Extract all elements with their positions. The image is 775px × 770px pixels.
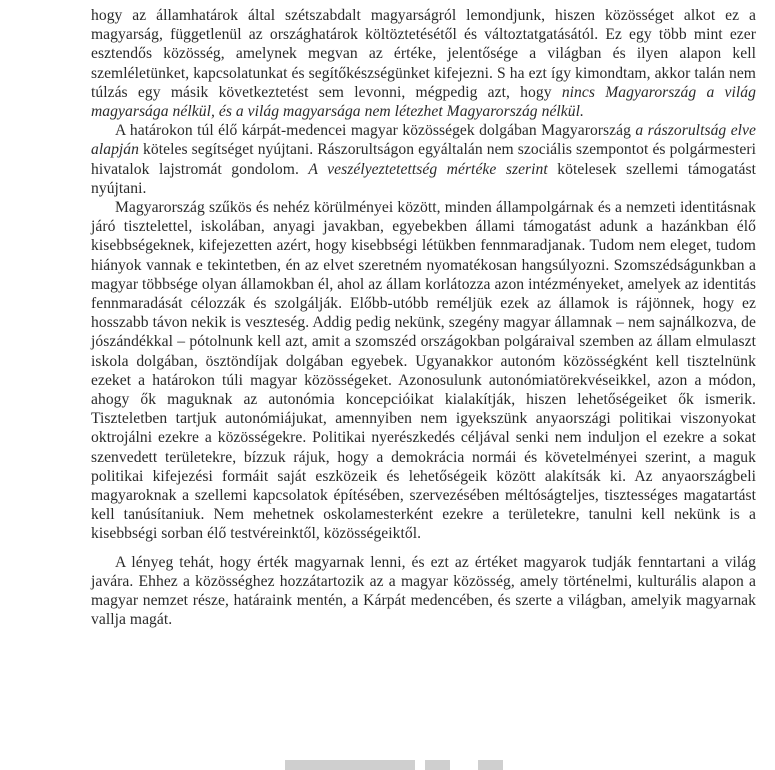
paragraph-2-text-b: köteles segítséget nyújtani. Rászorultságon egyáltalán nem szociális szempontot és polgármesteri hivatalok lajstromát gondolom. [91, 141, 756, 178]
bottom-edge-mark [478, 760, 503, 770]
paragraph-4-text: A lényeg tehát, hogy érték magyarnak lenni, és ezt az értéket magyarok tudják fenntartani a világ javára. Ehhez a közösséghez hozzátartozik az a magyar közösség, amely történelmi, kulturális alapon a magyar nemzet része, határaink mentén, a Kárpát medencében, és szerte a világban, amelyik magyarnak vallja magát. [91, 553, 756, 629]
paragraph-2-emphasis-a: a rászorultság elve alapján [91, 122, 756, 159]
paragraph-3 [91, 198, 756, 544]
paragraph-1-text: hogy az államhatárok által szétszabdalt magyarságról lemondjunk, hiszen közösséget alkot ez a magyarság, függetlenül az országhatárok költöztetésétől és változtatgatásától. Ez egy több mint ezer esztendős közösség, amelynek megvan az értéke, jelentősége a világban és ilyen alapon kell szemléletünket, kapcsolatunkat és segítőkészségünket kifejezni. S ha ezt így kimondtam, akkor talán nem túlzás egy másik következtetést sem levonni, mégpedig azt, hogy [91, 7, 756, 101]
bottom-edge-mark [285, 760, 415, 770]
paragraph-1-emphasis: nincs Magyarország a világ magyarsága nélkül, és a világ magyarsága nem létezhet Magyarország nélkül. [91, 83, 756, 121]
paragraph-1 [91, 6, 756, 121]
paragraph-4 [91, 553, 756, 630]
paragraph-2-text-a: A határokon túl élő kárpát-medencei magyar közösségek dolgában Magyarország [115, 122, 636, 140]
bottom-edge-mark [425, 760, 450, 770]
paragraph-2-emphasis-b: A veszélyeztetettség mértéke szerint [308, 160, 548, 178]
body-text [91, 6, 756, 630]
paragraph-3-text: Magyarország szűkös és nehéz körülményei között, minden állampolgárnak és a nemzeti identitásnak járó tisztelettel, iskolában, anyagi javakban, egyebekben állami támogatást adunk a hazánkban élő kisebbségeknek, kifejezetten azért, hogy kisebbségi létükben fennmaradjanak. Tudom nem eleget, tudom hiányok vannak e tekintetben, én az elvet szeretném nyomatékosan hangsúlyozni. Szomszédságunkban a magyar többsége olyan államokban él, ahol az állam korlátozza azon intézményeket, amelyek az identitás fennmaradását célozzák és szolgálják. Előbb-utóbb reméljük ezek az államok is rájönnek, hogy ez hosszabb távon nekik is veszteség. Addig pedig nekünk, szegény magyar államnak – nem sajnálkozva, de jószándékkal – pótolnunk kell azt, amit a szomszéd országokban polgáraival szemben az állam elmulaszt iskola dolgában, ösztöndíjak dolgában egyebek. Ugyanakkor autonóm közösségként kell tisztelnünk ezeket a határokon túli magyar közösségeket. Azonosulunk autonómiatörekvéseikkel, azon a módon, ahogy ők maguknak az autonómia koncepcióikat kialakítják, hiszen lehetőségeiket ők ismerik. Tiszteletben tartjuk autonómiájukat, amennyiben nem igyekszünk anyaországi politikai viszonyokat oktrojálni ezekre a közösségekre. Politikai nyerészkedés céljával senki nem induljon el ezekre a sokat szenvedett területekre, bízzuk rájuk, hogy a demokrácia normái és követelményei szerint, a maguk politikai kifejezési formáit saját eszközeik és lehetőségeik között alakítsák ki. Az anyaországbeli magyaroknak a szellemi kapcsolatok építésében, szervezésében méltóságteljes, tisztességes magatartást kell tanúsítaniuk. Nem mehetnek oskolamesterként ezekre a területekre, tanulni kell nekünk is a kisebbségi sorban élő testvéreinktől, közösségeiktől. [91, 199, 756, 543]
paragraph-2 [91, 121, 756, 198]
paragraph-2-text-c: kötelesek szellemi támogatást nyújtani. [91, 160, 756, 197]
